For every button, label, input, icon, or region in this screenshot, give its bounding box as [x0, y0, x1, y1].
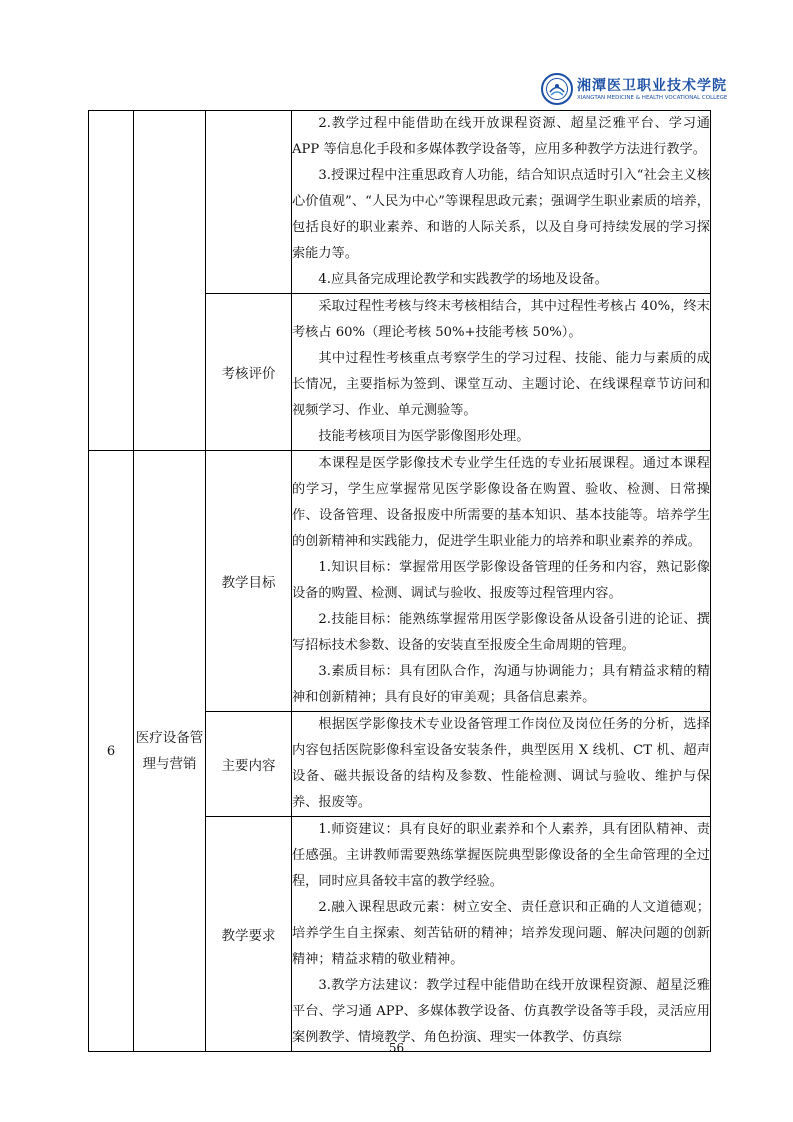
- paragraph: 采取过程性考核与终末考核相结合，其中过程性考核占 40%，终末考核占 60%（理论考核 50%+技能考核 50%）。: [292, 299, 710, 340]
- college-logo: [541, 73, 731, 113]
- paragraph: 3.教学方法建议：教学过程中能借助在线开放课程资源、超星泛雅平台、学习通 APP、多媒体教学设备、仿真教学设备等手段，灵活应用案例教学、情境教学、角色扮演、理实一体教学、仿真综: [292, 978, 710, 1045]
- section-label-assessment: 考核评价: [206, 294, 292, 451]
- paragraph: 根据医学影像技术专业设备管理工作岗位及岗位任务的分析，选择内容包括医院影像科室设备安装条件，典型医用 X 线机、CT 机、超声设备、磁共振设备的结构及参数、性能检测、调试与验收、维护与保养、报废等。: [292, 717, 710, 810]
- paragraph: 3.素质目标：具有团队合作，沟通与协调能力；具有精益求精的精神和创新精神；具有良好的审美观；具备信息素养。: [292, 664, 710, 705]
- college-name-en: XIANGTAN MEDICINE & HEALTH VOCATIONAL COLLEGE: [577, 95, 728, 101]
- paragraph: 本课程是医学影像技术专业学生任选的专业拓展课程。通过本课程的学习，学生应掌握常见医学影像设备在购置、验收、检测、日常操作、设备管理、设备报废中所需要的基本知识、基本技能等。培养学生的创新精神和实践能力，促进学生职业能力的培养和职业素养的养成。: [292, 456, 710, 549]
- paragraph: 4.应具备完成理论教学和实践教学的场地及设备。: [318, 272, 608, 287]
- section-content-requirements-prev: [292, 111, 711, 294]
- page-number: 56: [388, 1041, 405, 1055]
- paragraph: 其中过程性考核重点考察学生的学习过程、技能、能力与素质的成长情况，主要指标为签到、课堂互动、主题讨论、在线课程章节访问和视频学习、作业、单元测验等。: [292, 351, 710, 418]
- paragraph: 2.融入课程思政元素：树立安全、责任意识和正确的人文道德观；培养学生自主探索、刻苦钻研的精神；培养发现问题、解决问题的创新精神；精益求精的敬业精神。: [292, 900, 710, 967]
- section-label-goals: 教学目标: [206, 451, 292, 712]
- paragraph: 2.教学过程中能借助在线开放课程资源、超星泛雅平台、学习通 APP 等信息化手段和多媒体教学设备等，应用多种教学方法进行教学。: [292, 116, 710, 157]
- section-label-cell-prev: [206, 111, 292, 294]
- paragraph: 技能考核项目为医学影像图形处理。: [318, 429, 530, 444]
- section-content-requirements: [292, 817, 711, 1052]
- course-name: 医疗设备管理与营销: [134, 451, 206, 1052]
- college-name: 湘潭医卫职业技术学院: [577, 78, 727, 94]
- college-emblem-icon: [541, 73, 573, 105]
- section-label-requirements: 教学要求: [206, 817, 292, 1052]
- paragraph: 3.授课过程中注重思政育人功能，结合知识点适时引入“社会主义核心价值观”、“人民为中心”等课程思政元素；强调学生职业素质的培养，包括良好的职业素养、和谐的人际关系，以及自身可持续发展的学习探索能力等。: [292, 168, 710, 261]
- section-content-goals: [292, 451, 711, 712]
- row-number-cell-prev: [89, 111, 134, 451]
- section-label-content: 主要内容: [206, 712, 292, 817]
- paragraph: 1.师资建议：具有良好的职业素养和个人素养，具有团队精神、责任感强。主讲教师需要熟练掌握医院典型影像设备的全生命管理的全过程，同时应具备较丰富的教学经验。: [292, 822, 710, 889]
- paragraph: 1.知识目标：掌握常用医学影像设备管理的任务和内容，熟记影像设备的购置、检测、调试与验收、报废等过程管理内容。: [292, 560, 710, 601]
- paragraph: 2.技能目标：能熟练掌握常用医学影像设备从设备引进的论证、撰写招标技术参数、设备的安装直至报废全生命周期的管理。: [292, 612, 710, 653]
- table-row-prev-requirements: [89, 111, 711, 294]
- table-row-goals: [89, 451, 711, 712]
- section-content-main: [292, 712, 711, 817]
- course-table: [88, 110, 711, 1052]
- row-number: 6: [89, 451, 134, 1052]
- section-content-assessment: [292, 294, 711, 451]
- course-name-cell-prev: [134, 111, 206, 451]
